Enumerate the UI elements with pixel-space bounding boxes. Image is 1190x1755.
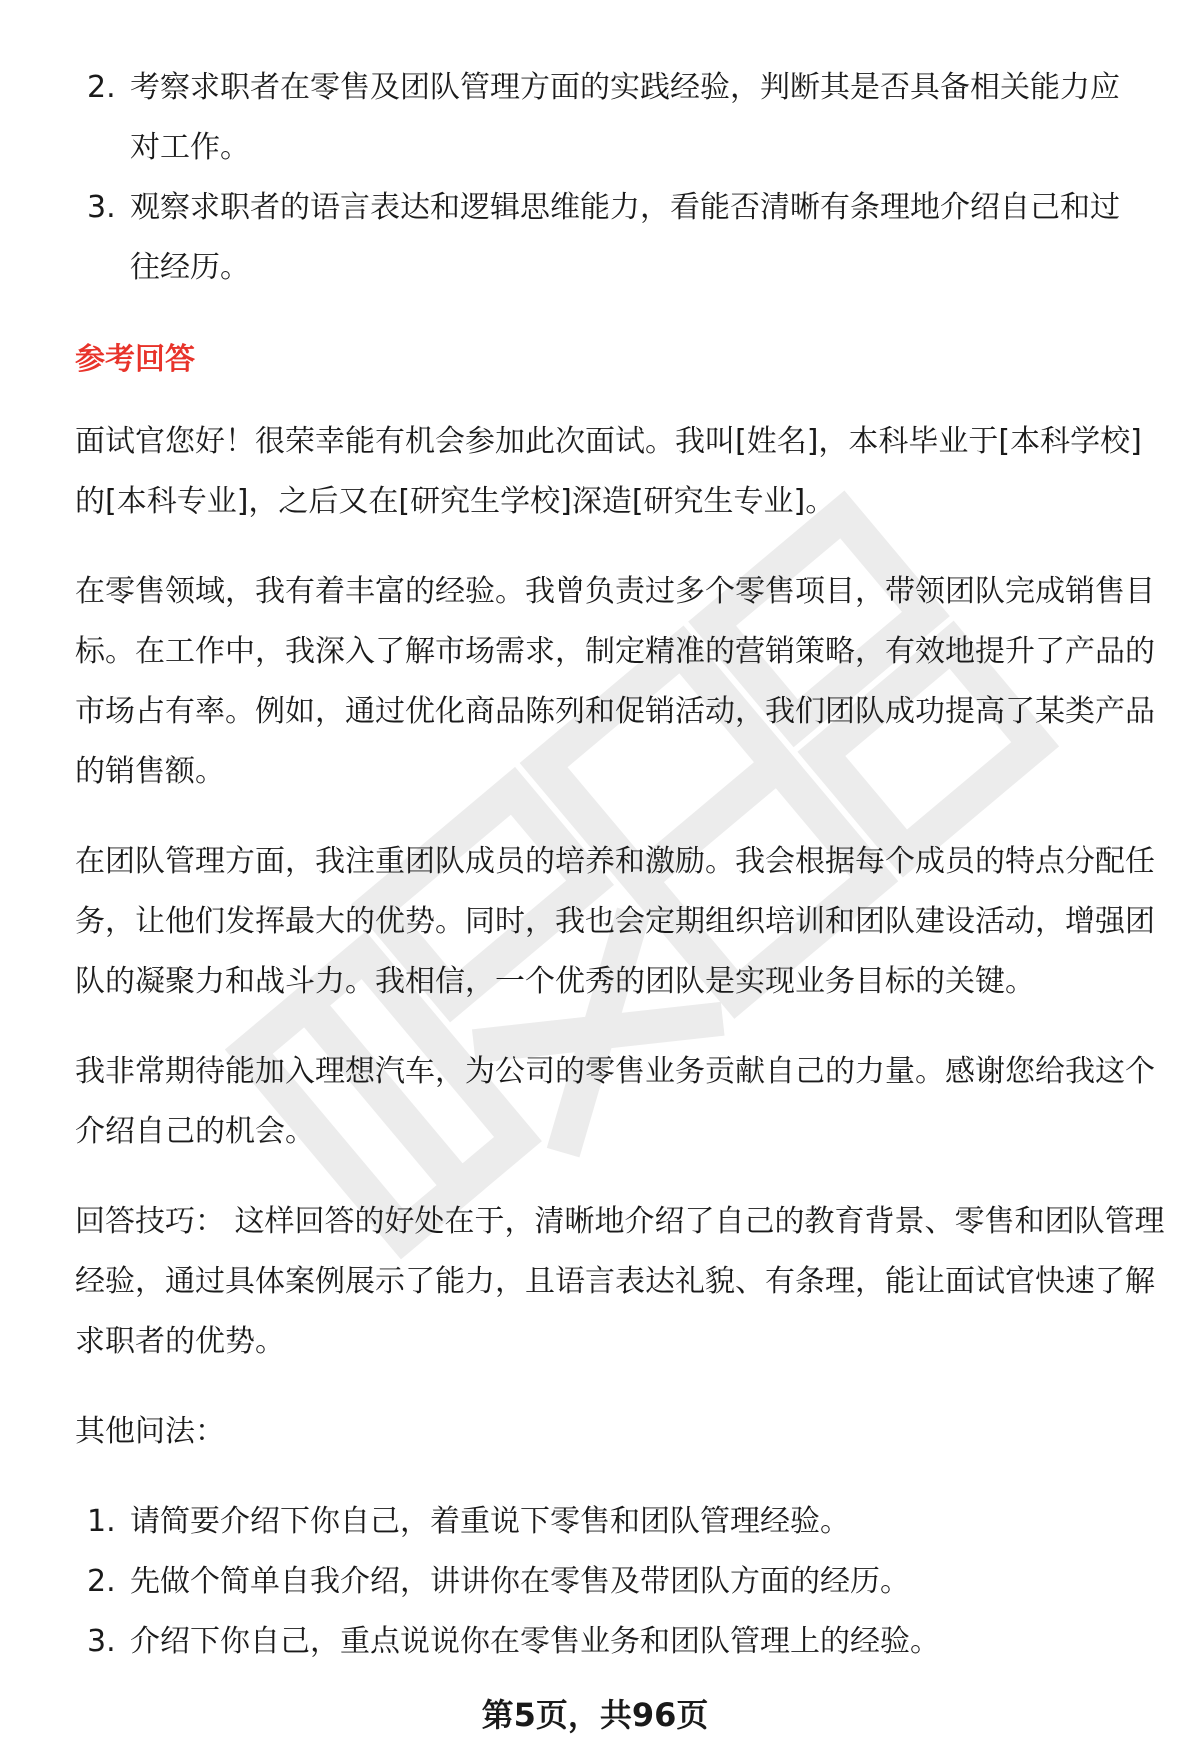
list-item: [0, 178, 1190, 298]
list-item: [0, 1492, 1190, 1552]
list-number: 3.: [87, 1624, 116, 1659]
list-number: 2.: [87, 70, 116, 105]
list-text: 考察求职者在零售及团队管理方面的实践经验，判断其是否具备相关能力应对工作。: [130, 70, 1120, 165]
answer-paragraph-retail: 在零售领域，我有着丰富的经验。我曾负责过多个零售项目，带领团队完成销售目标。在工作中，我深入了解市场需求，制定精准的营销策略，有效地提升了产品的市场占有率。例如，通过优化商品陈列和促销活动，我们团队成功提高了某类产品的销售额。: [75, 574, 1155, 789]
list-number: 2.: [87, 1564, 116, 1599]
answer-tips-paragraph: 回答技巧： 这样回答的好处在于，清晰地介绍了自己的教育背景、零售和团队管理经验，通过具体案例展示了能力，且语言表达礼貌、有条理，能让面试官快速了解求职者的优势。: [75, 1204, 1165, 1359]
page-footer: 第5页，共96页: [481, 1696, 709, 1734]
list-text: 观察求职者的语言表达和逻辑思维能力，看能否清晰有条理地介绍自己和过往经历。: [130, 190, 1120, 285]
list-number: 1.: [87, 1504, 116, 1539]
list-text: 先做个简单自我介绍，讲讲你在零售及带团队方面的经历。: [130, 1564, 910, 1599]
answer-paragraph-closing: 我非常期待能加入理想汽车，为公司的零售业务贡献自己的力量。感谢您给我这个介绍自己的机会。: [75, 1054, 1155, 1149]
list-number: 3.: [87, 190, 116, 225]
list-item: [0, 58, 1190, 178]
other-questions-list: [0, 1492, 1190, 1672]
answer-paragraph-intro: 面试官您好！很荣幸能有机会参加此次面试。我叫[姓名]，本科毕业于[本科学校]的[本科专业]，之后又在[研究生学校]深造[研究生专业]。: [75, 424, 1142, 519]
list-item: [0, 1552, 1190, 1612]
reference-answer-heading: 参考回答: [75, 342, 195, 377]
other-questions-heading: 其他问法：: [75, 1414, 225, 1449]
list-text: 请简要介绍下你自己，着重说下零售和团队管理经验。: [130, 1504, 850, 1539]
list-text: 介绍下你自己，重点说说你在零售业务和团队管理上的经验。: [130, 1624, 940, 1659]
list-item: [0, 1612, 1190, 1672]
purpose-list: [0, 58, 1190, 298]
answer-paragraph-team: 在团队管理方面，我注重团队成员的培养和激励。我会根据每个成员的特点分配任务，让他们发挥最大的优势。同时，我也会定期组织培训和团队建设活动，增强团队的凝聚力和战斗力。我相信，一个优秀的团队是实现业务目标的关键。: [75, 844, 1155, 999]
